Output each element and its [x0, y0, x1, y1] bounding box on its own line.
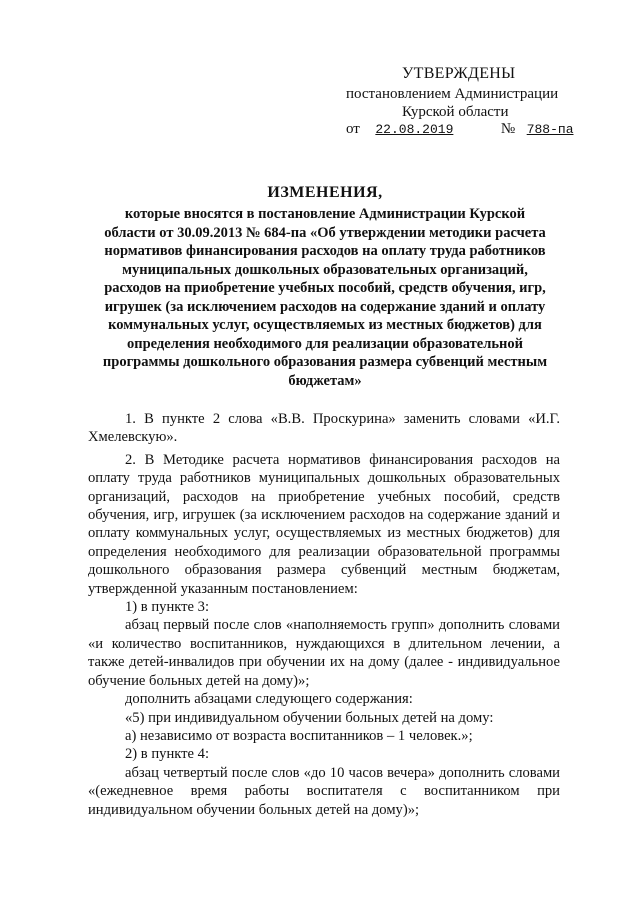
paragraph-9: абзац четвертый после слов «до 10 часов вечера» дополнить словами «(ежедневное время работы воспитателя с воспитанником при индивидуальном обучении больных детей на дому)»;: [88, 764, 560, 818]
paragraph-4: абзац первый после слов «наполняемость групп» дополнить словами «и количество воспитанников, нуждающихся в длительном лечении, а также детей-инвалидов при обучении их на дому (далее - индивидуальное обучение больных детей на дому)»;: [88, 617, 560, 689]
paragraph-2: 2. В Методике расчета нормативов финансирования расходов на оплату труда работников муниципальных дошкольных образовательных организаций, расходов на приобретение учебных пособий, средств обучения, игр, игрушек (за исключением расходов на содержание зданий и оплату коммунальных услуг, осуществляемых из местных бюджетов) для определения необходимого для реализации образовательной программы дошкольного образования размера субвенций местным бюджетам, утвержденной указанным постановлением:: [88, 451, 560, 597]
approval-title: УТВЕРЖДЕНЫ: [402, 65, 516, 82]
paragraph-6: «5) при индивидуальном обучении больных детей на дому:: [125, 709, 494, 726]
document-heading: [100, 184, 550, 390]
approval-number-label: №: [500, 121, 516, 137]
document-title: ИЗМЕНЕНИЯ,: [267, 184, 383, 201]
approval-region-line: Курской области: [402, 104, 509, 120]
document-subtitle: которые вносятся в постановление Администрации Курской области от 30.09.2013 № 684-па «Об утверждении методики расчета нормативов финансирования расходов на оплату труда работников муниципальных дошкольных образовательных организаций, расходов на приобретение учебных пособий, средств обучения, игр, игрушек (за исключением расходов на содержание зданий и оплату коммунальных услуг, осуществляемых из местных бюджетов) для определения необходимого для реализации образовательной программы дошкольного образования размера субвенций местным бюджетам»: [102, 206, 548, 389]
paragraph-7: а) независимо от возраста воспитанников – 1 человек.»;: [125, 727, 473, 744]
paragraph-3: 1) в пункте 3:: [125, 599, 210, 616]
paragraph-5: дополнить абзацами следующего содержания:: [125, 691, 413, 708]
document-body: [88, 410, 560, 819]
approval-date-row: [346, 120, 574, 139]
approval-issuer-line: постановлением Администрации: [346, 86, 559, 102]
approval-number: 788-па: [526, 122, 574, 137]
paragraph-1: 1. В пункте 2 слова «В.В. Проскурина» заменить словами «И.Г. Хмелевскую».: [88, 411, 560, 446]
approval-from-label: от: [346, 121, 360, 137]
paragraph-8: 2) в пункте 4:: [125, 746, 210, 763]
approval-date: 22.08.2019: [375, 122, 454, 137]
